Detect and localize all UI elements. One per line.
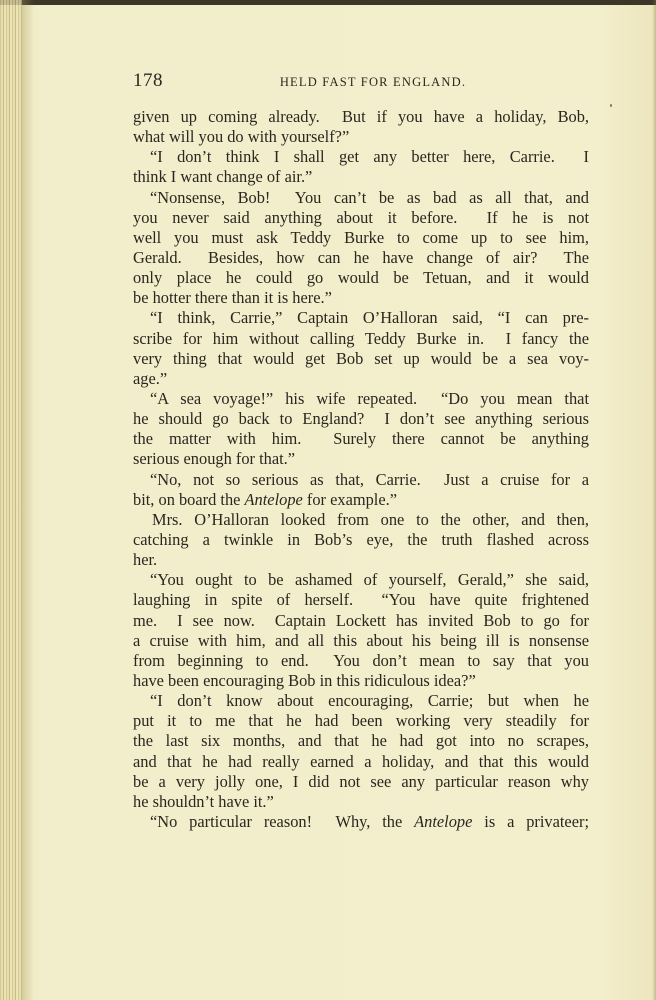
page-number: 178 [133,70,163,91]
italic-ship-name: Antelope [244,489,303,509]
text-line: the matter with him. Surely there cannot be anything [133,429,589,449]
text-line: catching a twinkle in Bob’s eye, the truth flashed across [133,529,589,549]
text-line: from beginning to end. You don’t mean to say that you [133,650,589,670]
text-line: he should go back to England? I don’t see anything serious [133,409,589,429]
gutter-shadow [22,0,34,1000]
text-line: very thing that would get Bob set up would be a sea voy- [133,348,589,368]
text-line: scribe for him without calling Teddy Burke in. I fancy the [133,328,589,348]
text-line: what will you do with yourself?” [133,127,350,147]
text-line: Gerald. Besides, how can he have change of air? The [133,247,589,267]
text-line: laughing in spite of herself. “You have quite frightened [133,590,589,610]
text-line: Mrs. O’Halloran looked from one to the other, and then, [152,509,589,529]
text-line: “No particular reason! Why, the Antelope is a privateer; [150,811,589,831]
text-line: serious enough for that.” [133,449,296,469]
running-title: HELD FAST FOR ENGLAND. [279,75,467,89]
page-right-edge [652,0,656,1000]
page-top-edge [0,0,656,5]
text-line: “I don’t know about encouraging, Carrie; but when he [150,691,589,711]
paper-speck [610,104,612,107]
text-line: you never said anything about it before. If he is not [133,207,589,227]
text-line: “Nonsense, Bob! You can’t be as bad as all that, and [150,187,589,207]
text-line: “You ought to be ashamed of yourself, Gerald,” she said, [150,570,589,590]
text-line: age.” [133,368,168,388]
italic-ship-name: Antelope [414,811,473,831]
text-line: the last six months, and that he had got into no scrapes, [133,731,589,751]
text-line: only place he could go would be Tetuan, and it would [133,268,589,288]
text-line: put it to me that he had been working very steadily for [133,711,589,731]
text-line: me. I see now. Captain Lockett has invited Bob to go for [133,610,589,630]
text-line: be a very jolly one, I did not see any particular reason why [133,771,589,791]
book-binding [0,0,22,1000]
text-line: “I think, Carrie,” Captain O’Halloran said, “I can pre- [150,308,589,328]
text-line: think I want change of air.” [133,167,313,187]
text-line: “A sea voyage!” his wife repeated. “Do you mean that [150,388,589,408]
text-line: well you must ask Teddy Burke to come up to see him, [133,227,589,247]
text-line: “I don’t think I shall get any better here, Carrie. I [150,147,589,167]
text-line: have been encouraging Bob in this ridiculous idea?” [133,670,476,690]
text-line: given up coming already. But if you have a holiday, Bob, [133,107,589,126]
page-header [133,70,591,94]
text-line: a cruise with him, and all this about his being ill is nonsense [133,630,589,650]
text-line: “No, not so serious as that, Carrie. Just a cruise for a [150,469,589,489]
body-text [133,107,589,832]
text-line: and that he had really earned a holiday, and that this would [133,751,589,771]
text-line: he shouldn’t have it.” [133,791,274,811]
text-line: her. [133,550,158,570]
text-line: bit, on board the Antelope for example.” [133,489,397,509]
text-line: be hotter there than it is here.” [133,288,332,308]
